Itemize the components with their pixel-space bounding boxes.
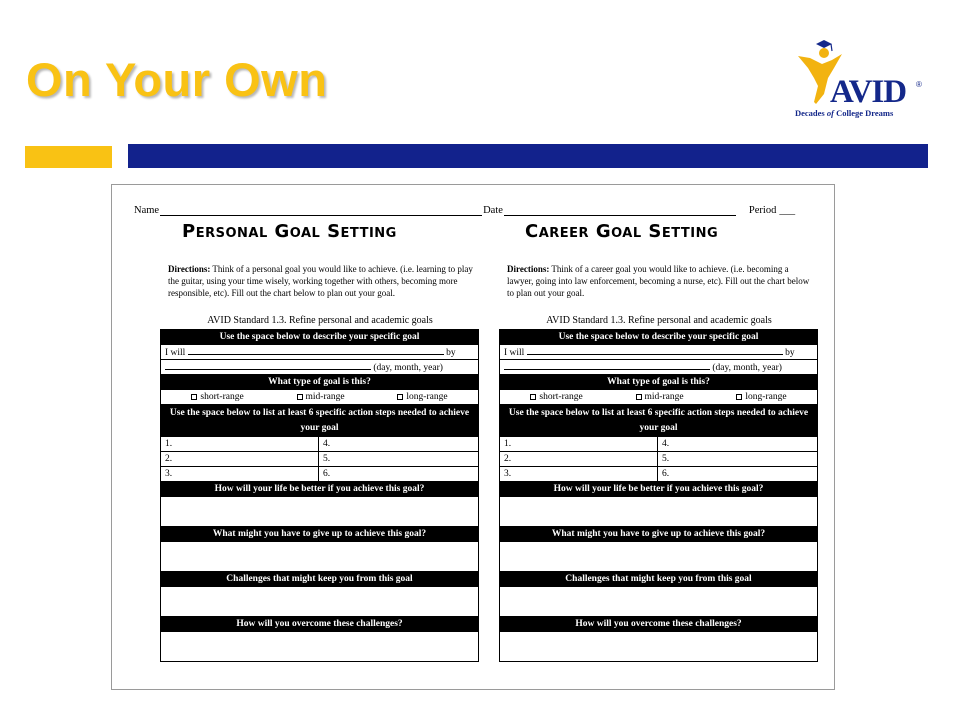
better-answer[interactable] [500,497,818,527]
giveup-header: What might you have to give up to achieve this goal? [500,527,818,542]
i-will-row[interactable]: I will by [500,345,818,360]
long-range-option[interactable]: long-range [736,392,786,402]
challenges-answer[interactable] [500,587,818,617]
type-header: What type of goal is this? [161,375,479,390]
steps-header: Use the space below to list at least 6 specific action steps needed to achieve your goal [161,405,479,437]
step-5[interactable]: 5. [658,452,818,467]
short-range-option[interactable]: short-range [191,392,243,402]
name-date-period-line [134,205,814,216]
better-header: How will your life be better if you achieve this goal? [161,482,479,497]
challenges-answer[interactable] [161,587,479,617]
mid-range-option[interactable]: mid-range [636,392,684,402]
checkbox-icon [530,394,536,400]
date-label: Date [483,205,503,216]
goal-table [160,329,479,662]
step-4[interactable]: 4. [658,437,818,452]
describe-header: Use the space below to describe your specific goal [500,330,818,345]
date-blank [504,205,736,216]
i-will-row[interactable]: I will by [161,345,479,360]
overcome-header: How will you overcome these challenges? [500,617,818,632]
better-answer[interactable] [161,497,479,527]
checkbox-icon [397,394,403,400]
avid-standard: AVID Standard 1.3. Refine personal and academic goals [207,315,433,326]
giveup-answer[interactable] [500,542,818,572]
slide-title: On Your Own [26,53,328,106]
overcome-answer[interactable] [500,632,818,662]
directions: Directions: Think of a career goal you would like to achieve. (i.e. becoming a lawyer, going into law enforcement, becoming a nurse, etc). Fill out the chart below to plan out your goal. [507,264,810,298]
giveup-header: What might you have to give up to achieve this goal? [161,527,479,542]
logo-tagline: Decades of College Dreams [795,108,894,118]
checkbox-icon [636,394,642,400]
period-label: Period [748,205,777,216]
step-4[interactable]: 4. [319,437,479,452]
step-3[interactable]: 3. [500,467,658,482]
worksheet-image [111,184,835,690]
checkbox-icon [297,394,303,400]
challenges-header: Challenges that might keep you from this goal [161,572,479,587]
describe-header: Use the space below to describe your specific goal [161,330,479,345]
navy-accent-bar [128,144,928,168]
goal-table [499,329,818,662]
step-2[interactable]: 2. [161,452,319,467]
type-options-row [161,390,479,405]
better-header: How will your life be better if you achieve this goal? [500,482,818,497]
step-5[interactable]: 5. [319,452,479,467]
logo-registered-mark: ® [916,80,922,89]
step-3[interactable]: 3. [161,467,319,482]
date-row[interactable]: (day, month, year) [500,360,818,375]
overcome-answer[interactable] [161,632,479,662]
checkbox-icon [736,394,742,400]
name-label: Name [134,205,160,216]
personal-goal-sheet [160,221,480,662]
mid-range-option[interactable]: mid-range [297,392,345,402]
sheet-title: Personal Goal Setting [182,221,397,242]
career-goal-sheet [499,221,819,662]
name-blank [160,205,482,216]
step-1[interactable]: 1. [500,437,658,452]
short-range-option[interactable]: short-range [530,392,582,402]
challenges-header: Challenges that might keep you from this goal [500,572,818,587]
steps-header: Use the space below to list at least 6 specific action steps needed to achieve your goal [500,405,818,437]
logo-wordmark: AVID [830,74,907,110]
directions: Directions: Think of a personal goal you would like to achieve. (i.e. learning to play the guitar, using your time wisely, working together with others, becoming more responsible, etc). Fill out the chart below to plan out your goal. [168,264,473,298]
step-2[interactable]: 2. [500,452,658,467]
checkbox-icon [191,394,197,400]
avid-standard: AVID Standard 1.3. Refine personal and academic goals [546,315,772,326]
type-options-row [500,390,818,405]
overcome-header: How will you overcome these challenges? [161,617,479,632]
step-6[interactable]: 6. [319,467,479,482]
type-header: What type of goal is this? [500,375,818,390]
gold-accent-bar [25,146,112,168]
step-1[interactable]: 1. [161,437,319,452]
long-range-option[interactable]: long-range [397,392,447,402]
date-row[interactable]: (day, month, year) [161,360,479,375]
sheet-title: Career Goal Setting [525,221,719,242]
period-blank: ___ [779,205,796,216]
step-6[interactable]: 6. [658,467,818,482]
avid-logo [790,34,930,120]
giveup-answer[interactable] [161,542,479,572]
